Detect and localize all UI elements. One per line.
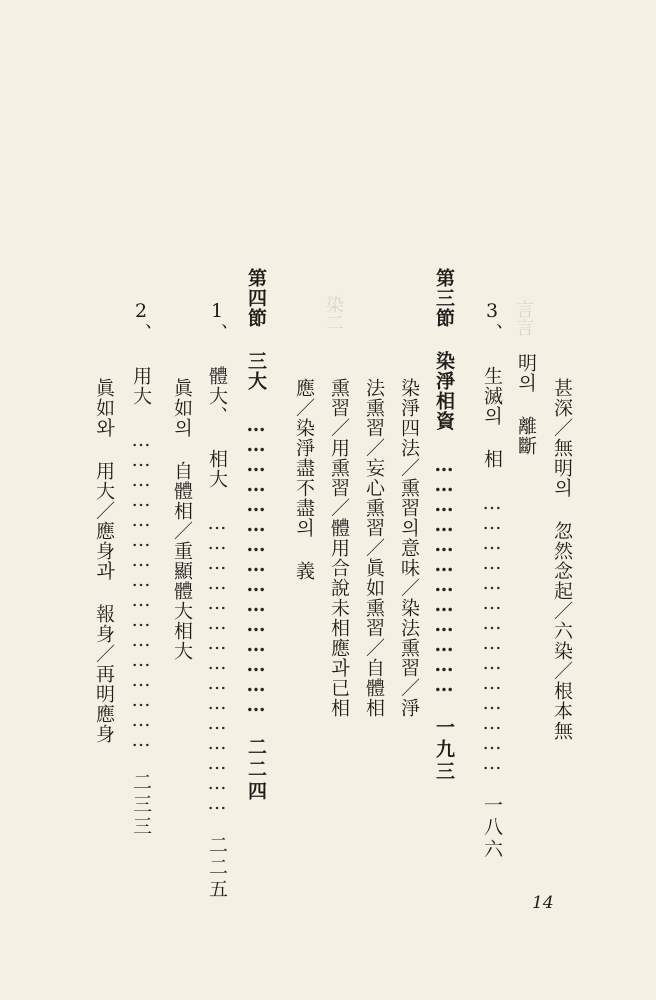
bleed-through-mark: 言言 <box>513 300 534 336</box>
section-page-number: 二二四 <box>245 737 267 803</box>
sub-entry-text: 法熏習／妄心熏習／眞如熏習／自體相 <box>363 378 385 718</box>
section-heading: 第三節 染淨相資 <box>433 268 455 431</box>
entry-heading: 2、 用大 <box>130 300 152 406</box>
dot-leader: ………………………………………… <box>130 429 152 749</box>
sub-entry-text: 眞如의 自體相／重顯體大相大 <box>171 378 193 661</box>
sub-entry-text: 熏習／用熏習／體用合說未相應과已相 <box>328 378 350 718</box>
sub-entry-text: 應／染淨盡不盡의 義 <box>293 378 315 581</box>
dot-leader: ……………………………… <box>433 454 455 694</box>
page-number: 14 <box>532 893 554 913</box>
entry-heading: 1、 體大、 相大 <box>206 300 228 489</box>
toc-entry[interactable] <box>204 300 230 901</box>
dot-leader: ……………………………………… <box>245 414 267 714</box>
dot-leader: …………………………………… <box>481 492 503 772</box>
toc-section[interactable] <box>243 268 269 803</box>
entry-page-number: 一八六 <box>481 795 503 861</box>
entry-heading: 3、 生滅의 相 <box>481 300 503 469</box>
toc-section[interactable] <box>431 268 457 783</box>
toc-entry[interactable] <box>128 300 154 838</box>
bleed-through-mark: 染二 <box>323 295 344 331</box>
sub-entry-text: 明의 離斷 <box>515 353 537 456</box>
entry-page-number: 二三三 <box>130 772 152 838</box>
entry-page-number: 二二五 <box>206 835 228 901</box>
section-heading: 第四節 三大 <box>245 268 267 391</box>
sub-entry-text: 染淨四法／熏習의意味／染法熏習／淨 <box>398 378 420 718</box>
section-page-number: 一九三 <box>433 717 455 783</box>
sub-entry-text: 甚深／無明의 忽然念起／六染／根本無 <box>551 378 573 741</box>
dot-leader: ……………………………………… <box>206 512 228 812</box>
sub-entry-text: 眞如와 用大／應身과 報身／再明應身 <box>93 378 115 744</box>
toc-entry[interactable] <box>479 300 505 861</box>
